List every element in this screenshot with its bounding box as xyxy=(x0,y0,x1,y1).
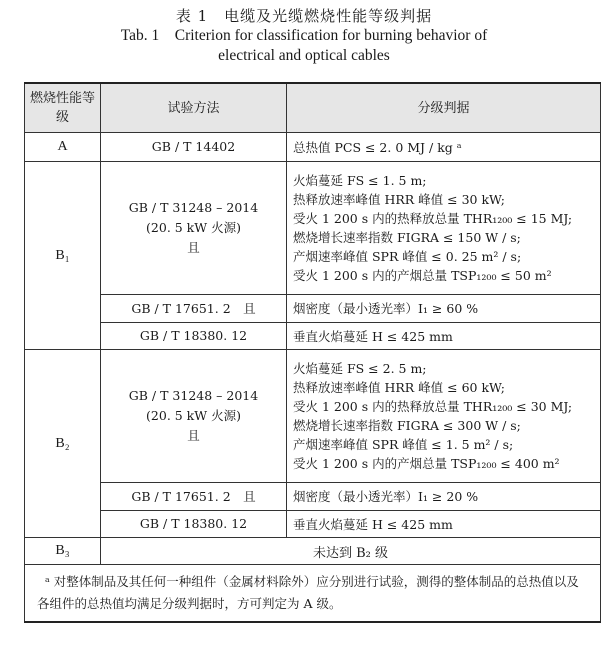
header-criteria: 分级判据 xyxy=(287,83,601,133)
row-b1-main xyxy=(25,162,601,295)
level-b1: B₁ xyxy=(25,162,101,350)
caption-english-line1: Tab. 1 Criterion for classification for burning behavior of xyxy=(120,27,488,44)
criteria-b1-line: 热释放速率峰值 HRR 峰值 ≤ 30 kW; xyxy=(293,192,506,207)
criteria-b2-main xyxy=(287,350,601,483)
row-b1-vertical xyxy=(25,323,601,350)
header-level: 燃烧性能等级 xyxy=(25,83,101,133)
classification-table xyxy=(24,82,601,623)
level-b2: B₂ xyxy=(25,350,101,538)
method-b1-line: GB / T 31248 – 2014 xyxy=(128,200,259,215)
criteria-b3: 未达到 B₂ 级 xyxy=(101,538,601,565)
classification-table-wrapper xyxy=(24,82,600,623)
header-row xyxy=(25,83,601,133)
method-b2-vertical: GB / T 18380. 12 xyxy=(101,511,287,538)
row-b2-main xyxy=(25,350,601,483)
level-a: A xyxy=(25,133,101,162)
criteria-b2-line: 产烟速率峰值 SPR 峰值 ≤ 1. 5 m² / s; xyxy=(293,437,514,452)
criteria-b1-line: 燃烧增长速率指数 FIGRA ≤ 150 W / s; xyxy=(293,230,521,245)
criteria-a: 总热值 PCS ≤ 2. 0 MJ / kg ᵃ xyxy=(287,133,601,162)
caption-english-line2: electrical and optical cables xyxy=(218,47,390,64)
row-b2-smoke xyxy=(25,483,601,511)
method-b2-line: 且 xyxy=(187,428,200,443)
criteria-b1-smoke: 烟密度（最小透光率）I₁ ≥ 60 % xyxy=(287,295,601,323)
criteria-b2-vertical: 垂直火焰蔓延 H ≤ 425 mm xyxy=(287,511,601,538)
row-footnote xyxy=(25,565,601,623)
method-b2-line: GB / T 31248 – 2014 xyxy=(128,388,259,403)
method-b1-line: 且 xyxy=(187,240,200,255)
table-caption xyxy=(0,6,608,66)
caption-chinese: 表 1 电缆及光缆燃烧性能等级判据 xyxy=(175,7,433,25)
criteria-b2-line: 火焰蔓延 FS ≤ 2. 5 m; xyxy=(293,361,427,376)
criteria-b1-line: 受火 1 200 s 内的产烟总量 TSP₁₂₀₀ ≤ 50 m² xyxy=(293,268,552,283)
method-b2-smoke: GB / T 17651. 2 且 xyxy=(101,483,287,511)
criteria-b2-smoke: 烟密度（最小透光率）I₁ ≥ 20 % xyxy=(287,483,601,511)
criteria-b2-line: 燃烧增长速率指数 FIGRA ≤ 300 W / s; xyxy=(293,418,521,433)
criteria-b1-vertical: 垂直火焰蔓延 H ≤ 425 mm xyxy=(287,323,601,350)
header-method: 试验方法 xyxy=(101,83,287,133)
criteria-b1-line: 受火 1 200 s 内的热释放总量 THR₁₂₀₀ ≤ 15 MJ; xyxy=(293,211,573,226)
row-b2-vertical xyxy=(25,511,601,538)
criteria-b1-line: 火焰蔓延 FS ≤ 1. 5 m; xyxy=(293,173,427,188)
criteria-b1-line: 产烟速率峰值 SPR 峰值 ≤ 0. 25 m² / s; xyxy=(293,249,522,264)
criteria-b2-line: 热释放速率峰值 HRR 峰值 ≤ 60 kW; xyxy=(293,380,506,395)
method-b1-vertical: GB / T 18380. 12 xyxy=(101,323,287,350)
criteria-b1-main xyxy=(287,162,601,295)
method-b1-main xyxy=(101,162,287,295)
method-b1-line: (20. 5 kW 火源) xyxy=(146,220,241,235)
criteria-b2-line: 受火 1 200 s 内的产烟总量 TSP₁₂₀₀ ≤ 400 m² xyxy=(293,456,560,471)
level-b3: B₃ xyxy=(25,538,101,565)
table-footnote: ᵃ 对整体制品及其任何一种组件（金属材料除外）应分别进行试验，测得的整体制品的总热值以及各组件的总热值均满足分级判据时，方可判定为 A 级。 xyxy=(25,565,601,623)
row-a xyxy=(25,133,601,162)
method-b2-main xyxy=(101,350,287,483)
method-b2-line: (20. 5 kW 火源) xyxy=(146,408,241,423)
row-b1-smoke xyxy=(25,295,601,323)
row-b3 xyxy=(25,538,601,565)
criteria-b2-line: 受火 1 200 s 内的热释放总量 THR₁₂₀₀ ≤ 30 MJ; xyxy=(293,399,573,414)
method-a: GB / T 14402 xyxy=(101,133,287,162)
method-b1-smoke: GB / T 17651. 2 且 xyxy=(101,295,287,323)
